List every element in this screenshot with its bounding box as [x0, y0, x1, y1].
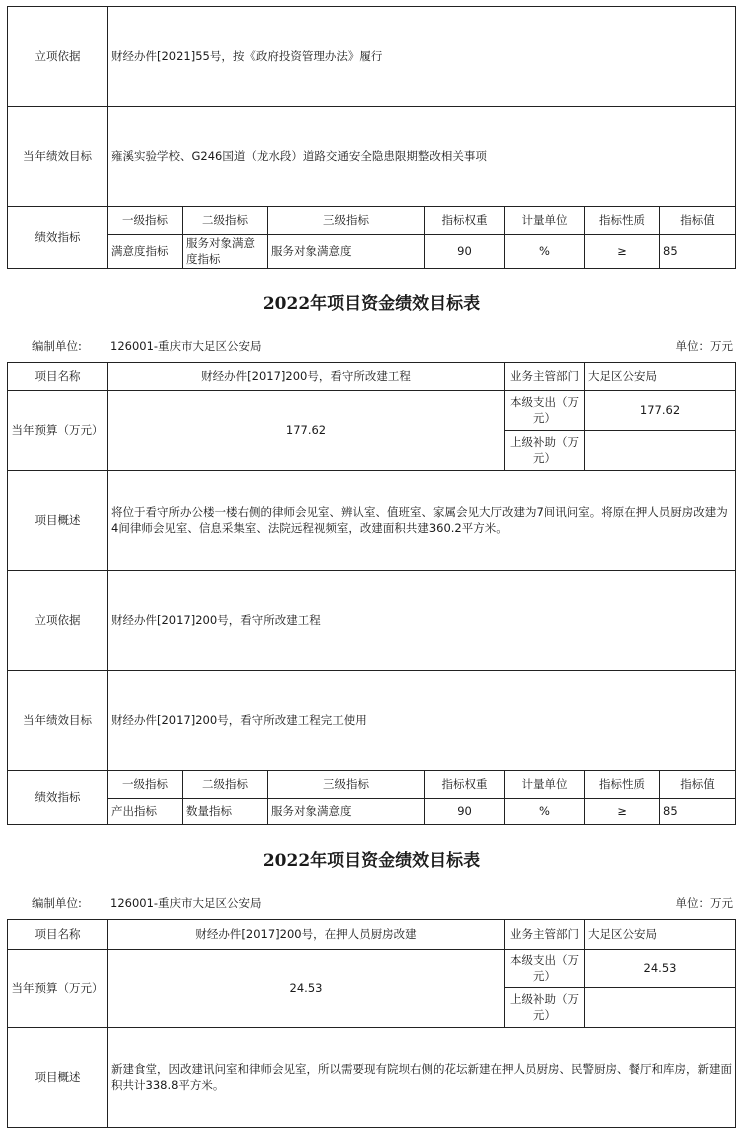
table2-title: 2022年项目资金绩效目标表	[262, 294, 481, 314]
annual-goal-value: 财经办件[2017]200号，看守所改建工程完工使用	[108, 671, 736, 771]
indicator-cell: 满意度指标	[108, 235, 183, 269]
table3	[7, 919, 736, 1128]
indicator-cell: %	[505, 235, 585, 269]
indicator-header: 指标权重	[425, 771, 505, 799]
indicator-label: 绩效指标	[8, 207, 108, 269]
local-spend-value: 24.53	[585, 950, 736, 988]
indicator-header: 指标权重	[425, 207, 505, 235]
indicator-header: 二级指标	[183, 771, 268, 799]
upper-subsidy-value	[585, 988, 736, 1028]
indicator-cell: 服务对象满意度指标	[183, 235, 268, 269]
table2-currency-label: 单位：万元	[675, 339, 733, 353]
dept-value: 大足区公安局	[585, 920, 736, 950]
basis-value: 财经办件[2017]200号，看守所改建工程	[108, 571, 736, 671]
indicator-header: 指标性质	[585, 771, 660, 799]
indicator-header: 指标性质	[585, 207, 660, 235]
project-name-label: 项目名称	[8, 920, 108, 950]
table3-title: 2022年项目资金绩效目标表	[262, 851, 481, 871]
indicator-cell: 服务对象满意度	[268, 799, 425, 825]
project-name-value: 财经办件[2017]200号，看守所改建工程	[108, 363, 505, 391]
indicator-cell: 90	[425, 799, 505, 825]
table3-unit-value: 126001-重庆市大足区公安局	[110, 896, 262, 910]
annual-goal-value: 雍溪实验学校、G246国道（龙水段）道路交通安全隐患限期整改相关事项	[108, 107, 736, 207]
overview-value: 将位于看守所办公楼一楼右侧的律师会见室、辨认室、值班室、家属会见大厅改建为7间讯问室。将原在押人员厨房改建为4间律师会见室、信息采集室、法院远程视频室，改建面积共建360.2平方米。	[108, 471, 736, 571]
indicator-header: 指标值	[660, 771, 736, 799]
indicator-cell: 85	[660, 799, 736, 825]
budget-label: 当年预算（万元）	[8, 950, 108, 1028]
table2-unit-value: 126001-重庆市大足区公安局	[110, 339, 262, 353]
budget-label: 当年预算（万元）	[8, 391, 108, 471]
indicator-header: 一级指标	[108, 207, 183, 235]
indicator-cell: ≥	[585, 235, 660, 269]
overview-value: 新建食堂，因改建讯问室和律师会见室，所以需要现有院坝右侧的花坛新建在押人员厨房、民警厨房、餐厅和库房，新建面积共计338.8平方米。	[108, 1028, 736, 1128]
table3-unit-label: 编制单位:	[32, 896, 82, 910]
local-spend-label: 本级支出（万元）	[505, 391, 585, 431]
indicator-cell: %	[505, 799, 585, 825]
indicator-cell: 数量指标	[183, 799, 268, 825]
annual-goal-label: 当年绩效目标	[8, 107, 108, 207]
basis-value: 财经办件[2021]55号，按《政府投资管理办法》履行	[108, 7, 736, 107]
indicator-cell: 服务对象满意度	[268, 235, 425, 269]
indicator-cell: ≥	[585, 799, 660, 825]
top-performance-table	[7, 6, 736, 269]
annual-goal-label: 当年绩效目标	[8, 671, 108, 771]
indicator-cell: 85	[660, 235, 736, 269]
local-spend-label: 本级支出（万元）	[505, 950, 585, 988]
upper-subsidy-label: 上级补助（万元）	[505, 988, 585, 1028]
dept-label: 业务主管部门	[505, 920, 585, 950]
dept-label: 业务主管部门	[505, 363, 585, 391]
table2	[7, 362, 736, 825]
indicator-header: 三级指标	[268, 771, 425, 799]
basis-label: 立项依据	[8, 7, 108, 107]
indicator-label: 绩效指标	[8, 771, 108, 825]
project-name-value: 财经办件[2017]200号，在押人员厨房改建	[108, 920, 505, 950]
indicator-cell: 90	[425, 235, 505, 269]
local-spend-value: 177.62	[585, 391, 736, 431]
indicator-header: 指标值	[660, 207, 736, 235]
indicator-header: 计量单位	[505, 771, 585, 799]
indicator-header: 三级指标	[268, 207, 425, 235]
overview-label: 项目概述	[8, 471, 108, 571]
indicator-header: 二级指标	[183, 207, 268, 235]
indicator-header: 计量单位	[505, 207, 585, 235]
dept-value: 大足区公安局	[585, 363, 736, 391]
indicator-cell: 产出指标	[108, 799, 183, 825]
upper-subsidy-label: 上级补助（万元）	[505, 431, 585, 471]
table3-currency-label: 单位：万元	[675, 896, 733, 910]
budget-value: 177.62	[108, 391, 505, 471]
upper-subsidy-value	[585, 431, 736, 471]
budget-value: 24.53	[108, 950, 505, 1028]
overview-label: 项目概述	[8, 1028, 108, 1128]
basis-label: 立项依据	[8, 571, 108, 671]
indicator-header: 一级指标	[108, 771, 183, 799]
table2-unit-label: 编制单位:	[32, 339, 82, 353]
project-name-label: 项目名称	[8, 363, 108, 391]
